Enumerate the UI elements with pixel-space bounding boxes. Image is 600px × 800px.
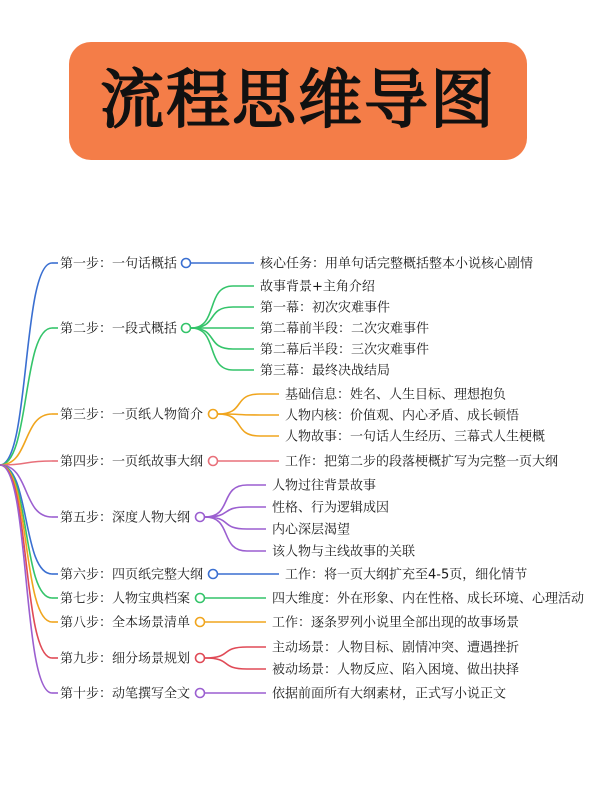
child-branch-line bbox=[205, 485, 266, 517]
child-label: 基础信息：姓名、人生目标、理想抱负 bbox=[285, 387, 507, 403]
child-label: 该人物与主线故事的关联 bbox=[272, 544, 416, 560]
page-title: 流程思维导图 bbox=[100, 64, 496, 138]
child-label: 第一幕：初次灾难事件 bbox=[260, 300, 391, 316]
child-label: 人物过往背景故事 bbox=[272, 478, 377, 494]
step-node-circle bbox=[196, 654, 205, 663]
root-branch-line bbox=[0, 328, 52, 465]
child-label: 核心任务：用单句话完整概括整本小说核心剧情 bbox=[260, 256, 534, 272]
step-node-circle bbox=[209, 457, 218, 466]
root-branch-line bbox=[0, 465, 52, 693]
step-node-circle bbox=[182, 324, 191, 333]
step-node-circle bbox=[196, 689, 205, 698]
step-node-circle bbox=[196, 594, 205, 603]
step-node-circle bbox=[209, 570, 218, 579]
step-label: 第四步：一页纸故事大纲 bbox=[60, 454, 204, 470]
child-label: 内心深层渴望 bbox=[272, 522, 351, 538]
step-node-circle bbox=[182, 259, 191, 268]
step-label: 第五步：深度人物大纲 bbox=[60, 510, 191, 526]
step-label: 第三步：一页纸人物简介 bbox=[60, 407, 204, 423]
step-node-circle bbox=[196, 618, 205, 627]
step-node-circle bbox=[209, 410, 218, 419]
child-label: 第二幕前半段：二次灾难事件 bbox=[260, 321, 430, 337]
root-branch-line bbox=[0, 414, 52, 465]
child-branch-line bbox=[205, 517, 266, 551]
child-label: 四大维度：外在形象、内在性格、成长环境、心理活动 bbox=[272, 591, 585, 607]
step-label: 第九步：细分场景规划 bbox=[60, 651, 191, 667]
step-label: 第六步：四页纸完整大纲 bbox=[60, 567, 204, 583]
child-label: 第三幕：最终决战结局 bbox=[260, 363, 391, 379]
child-label: 工作：逐条罗列小说里全部出现的故事场景 bbox=[272, 615, 520, 631]
child-label: 性格、行为逻辑成因 bbox=[272, 500, 390, 516]
child-label: 人物故事：一句话人生经历、三幕式人生梗概 bbox=[285, 429, 546, 445]
child-label: 人物内核：价值观、内心矛盾、成长顿悟 bbox=[285, 408, 520, 424]
child-label: 工作：将一页大纲扩充至4-5页，细化情节 bbox=[285, 567, 528, 583]
child-label: 第二幕后半段：三次灾难事件 bbox=[260, 342, 430, 358]
root-branch-line bbox=[0, 465, 52, 622]
root-branch-line bbox=[0, 263, 52, 465]
step-label: 第一步：一句话概括 bbox=[60, 256, 178, 272]
child-branch-line bbox=[218, 414, 279, 436]
step-label: 第七步：人物宝典档案 bbox=[60, 591, 191, 607]
step-label: 第二步：一段式概括 bbox=[60, 321, 178, 337]
step-label: 第八步：全本场景清单 bbox=[60, 615, 191, 631]
step-label: 第十步：动笔撰写全文 bbox=[60, 686, 191, 702]
node-labels bbox=[60, 256, 584, 702]
root-branch-line bbox=[0, 465, 52, 658]
child-label: 故事背景+主角介绍 bbox=[260, 279, 375, 295]
child-branch-line bbox=[205, 658, 266, 669]
child-label: 依据前面所有大纲素材，正式写小说正文 bbox=[272, 686, 507, 702]
child-label: 主动场景：人物目标、剧情冲突、遭遇挫折 bbox=[272, 640, 520, 656]
child-label: 工作：把第二步的段落梗概扩写为完整一页大纲 bbox=[285, 454, 559, 470]
child-branch-line bbox=[218, 394, 279, 414]
step-node-circle bbox=[196, 513, 205, 522]
child-label: 被动场景：人物反应、陷入困境、做出抉择 bbox=[272, 662, 520, 678]
child-branch-line bbox=[205, 647, 266, 658]
